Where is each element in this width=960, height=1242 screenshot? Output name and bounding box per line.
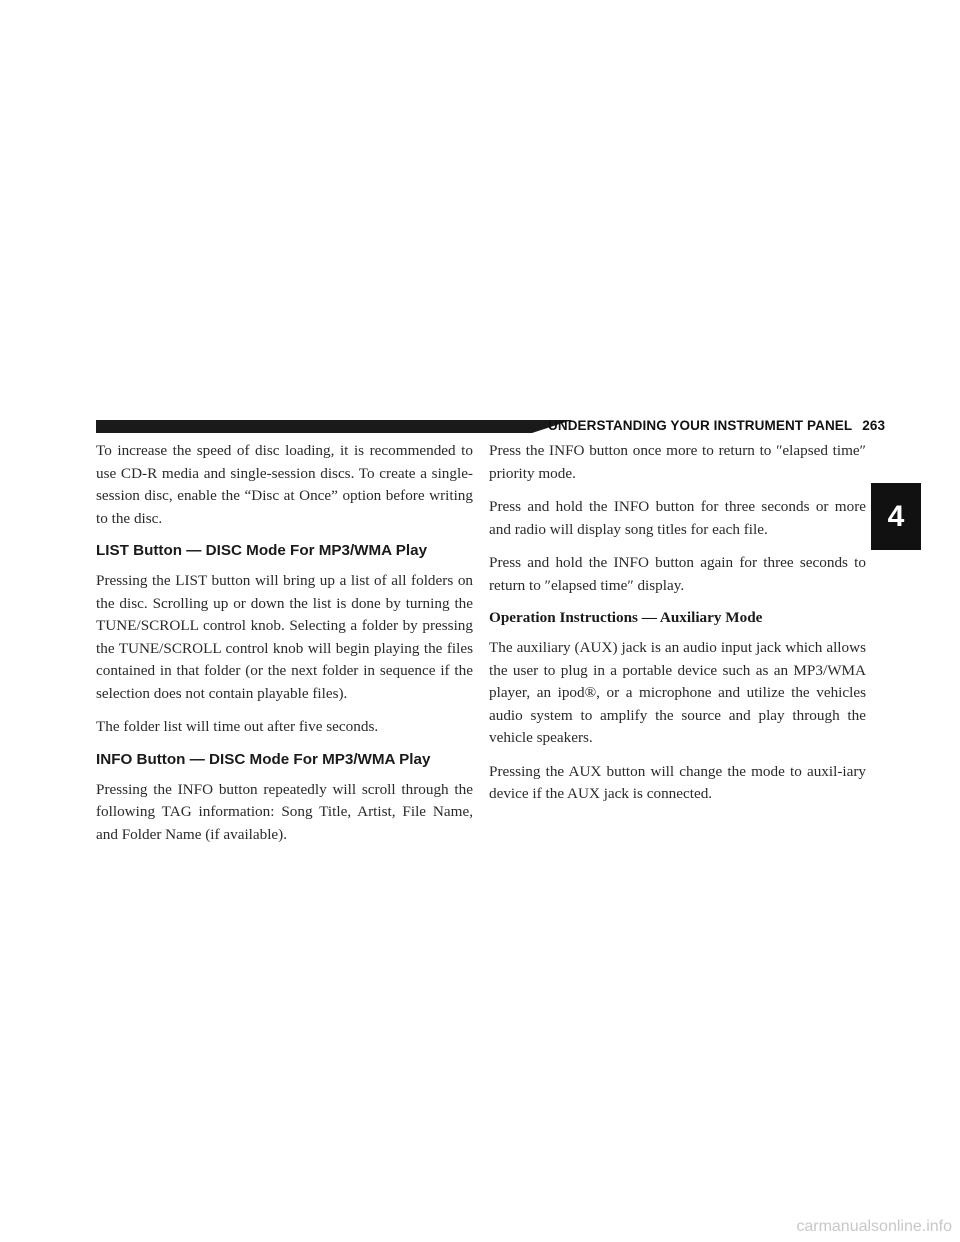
intro-paragraph: To increase the speed of disc loading, it is recommended to use CD-R media and single-session discs. To create a single-session disc, enable the “Disc at Once” option before writing to the disc. (96, 442, 473, 527)
info-paragraph-3: Press and hold the INFO button for three seconds or more and radio will display song titles for each file. (489, 498, 866, 538)
site-watermark: carmanualsonline.info (796, 1218, 952, 1235)
list-paragraph-2: The folder list will time out after five seconds. (96, 718, 379, 735)
info-paragraph-2: Press the INFO button once more to return to ″elapsed time″ priority mode. (489, 442, 866, 482)
aux-paragraph-1: The auxiliary (AUX) jack is an audio input jack which allows the user to plug in a portable device such as an MP3/WMA player, an ipod®, or a microphone and utilize the vehicles audio system to amplify the source and play through the vehicle speakers. (489, 639, 866, 746)
header-rule (96, 420, 532, 433)
info-button-heading: INFO Button — DISC Mode For MP3/WMA Play (96, 750, 431, 768)
info-paragraph-4: Press and hold the INFO button again for three seconds to return to ″elapsed time″ display. (489, 554, 866, 594)
aux-paragraph-2: Pressing the AUX button will change the mode to auxil-iary device if the AUX jack is connected. (489, 762, 866, 802)
aux-mode-heading: Operation Instructions — Auxiliary Mode (489, 609, 763, 626)
page-number: 263 (862, 418, 886, 433)
list-paragraph-1: Pressing the LIST button will bring up a list of all folders on the disc. Scrolling up or down the list is done by turning the TUNE/SCROLL control knob. Selecting a folder by pressing the TUNE/SCROLL control knob will begin playing the files contained in that folder (or the next folder in sequence if the selection does not contain playable files). (96, 572, 473, 702)
left-column (96, 440, 473, 857)
list-button-heading: LIST Button — DISC Mode For MP3/WMA Play (96, 542, 428, 559)
chapter-tab: 4 (871, 483, 921, 550)
section-title: UNDERSTANDING YOUR INSTRUMENT PANEL (548, 418, 853, 433)
right-column (489, 440, 866, 817)
running-header (548, 417, 886, 435)
info-paragraph-1: Pressing the INFO button repeatedly will scroll through the following TAG information: Song Title, Artist, File Name, and Folder Name (if available). (96, 780, 473, 843)
